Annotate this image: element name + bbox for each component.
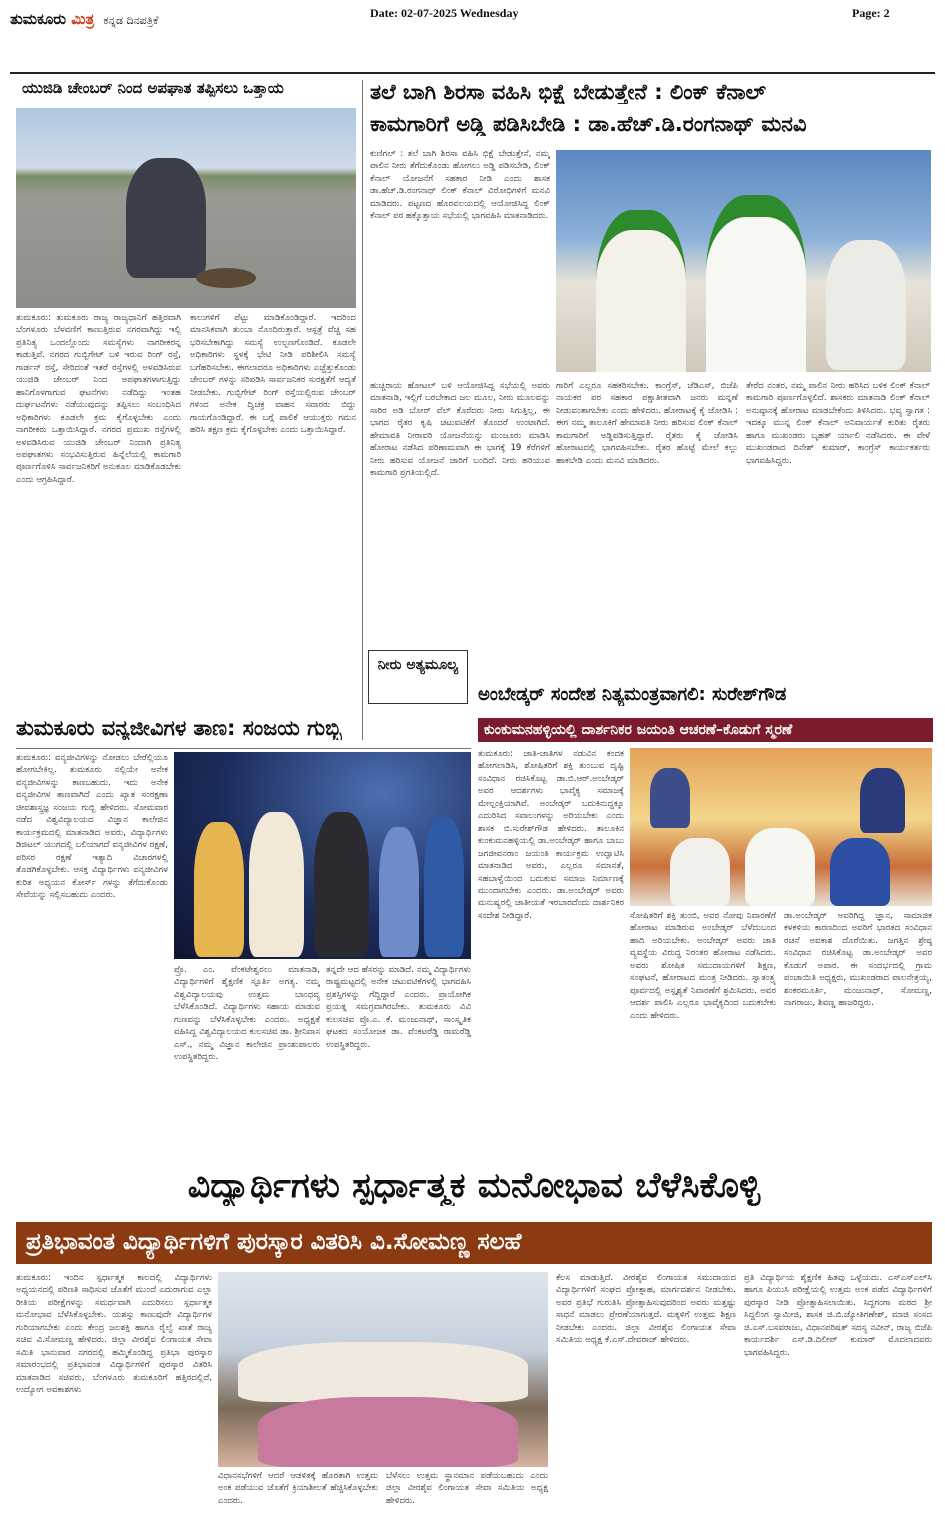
ugd-body-col1: ತುಮಕೂರು: ತುಮಕೂರು ರಾಜ್ಯ ರಾಜ್ಯಧಾನಿಗೆ ಹತ್ತಿರವಾಗಿ ಬೆಂಗಳೂರು ಬೆಳವಣಿಗೆ ಕಾಣುತ್ತಿರುವ ನಗರವಾಗಿದ್ದು ಇಲ್ಲಿ ಪ್ರತಿನಿತ್ಯ ಒಂದಲ್ಲೊಂದು ಸಮಸ್ಯೆಗಳು ನಾಗರೀಕರನ್ನ ಕಾಡುತ್ತಿವೆ. ನಗರದ ಗುಬ್ಬಿಗೇಟ್ ಬಳಿ ಇರುವ ರಿಂಗ್ ರಸ್ತೆ, ಗಾರ್ಡನ್ ರಸ್ತೆ, ಸೇರಿದಂತೆ ಇತರೆ ರಸ್ತೆಗಳಲ್ಲಿ ಅಳವಡಿಸಿರುವ ಯುಜಿಡಿ ಚೇಂಬರ್ ನಿಂದ ಅಪಘಾತಗಳಾಗುತ್ತಿದ್ದು ಹಾನಿಗೊಳಗಾಗುವ ಘಟನೆಗಳು ನಡೆದಿದ್ದು ಇಂತಹ ದುರ್ಘಟನೆಗಳು ನಡೆಯುವುದನ್ನು ತಪ್ಪಿಸಲು ಸಂಬಂಧಿಸಿದ ಅಧಿಕಾರಿಗಳು ಕೂಡಲೇ ಕ್ರಮ ಕೈಗೊಳ್ಳಬೇಕು ಎಂದು ನಾಗರೀಕರು ಒತ್ತಾಯಿಸಿದ್ದಾರೆ. ನಗರದ ಪ್ರಮುಖ ರಸ್ತೆಗಳಲ್ಲಿ ಅಳವಡಿಸಿರುವ ಯುಜಿಡಿ ಚೇಂಬರ್ ನಿಂದಾಗಿ ಪ್ರತಿನಿತ್ಯ ಅಪಘಾತಗಳು ಸಂಭವಿಸುತ್ತಿರುವ ಹಿನ್ನೆಲೆಯಲ್ಲಿ ಕಾಮಗಾರಿ ಪೂರ್ಣಗೊಳಿಸಿ ಸಾರ್ವಜನಿಕರಿಗೆ ಅನುಕೂಲ ಮಾಡಿಕೊಡಬೇಕು ಎಂದು ಆಗ್ರಹಿಸಿದ್ದಾರೆ. [16,313,181,485]
brand-logo [10,10,158,28]
guest-figure-1 [194,822,244,957]
leader-figure-3 [826,240,906,370]
column-divider [362,80,363,740]
dignitary-figure-1 [670,838,730,906]
sanjay-body-col2: ಪ್ರೊ. ಎಂ. ವೆಂಕಟೇಶ್ವರಲು ಮಾತನಾಡಿ, ವಿದ್ಯಾರ್ಥಿಗಳಿಗೆ ಶೈಕ್ಷಣಿಕ ಸ್ಫೂರ್ತಿ ಅಗತ್ಯ. ನಮ್ಮ ವಿಶ್ವವಿದ್ಯಾಲಯವು ಉತ್ತಮ ಬಾಂಧವ್ಯ ಬೆಳೆಸಿಕೊಂಡಿದೆ. ವಿದ್ಯಾರ್ಥಿಗಳು ಸಹಾಯ ಮಾಡುವ ಗುಣವನ್ನು ಬೆಳೆಸಿಕೊಳ್ಳಬೇಕು ಎಂದರು. ಅಧ್ಯಕ್ಷತೆ ವಹಿಸಿದ್ದ ವಿಶ್ವವಿದ್ಯಾಲಯದ ಕುಲಸಚಿವ ಡಾ. ಶ್ರೀನಿವಾಸ ಎಸ್., ನಮ್ಮ ವಿಜ್ಞಾನ ಕಾಲೇಜಿನ ಪ್ರಾಂಶುಪಾಲರು ಉಪಸ್ಥಿತರಿದ್ದರು. [174,965,320,1063]
somanna-photo [218,1272,548,1467]
ambedkar-body-col3: ಡಾ.ಅಂಬೇಡ್ಕರ್ ಅವರಿಗಿದ್ದ ಜ್ಞಾನ, ಸಾಮಾಜಿಕ ಕಳಕಳಿಯ ಕಾರಣದಿಂದ ಅವರಿಗೆ ಭಾರತದ ಸಂವಿಧಾನ ರಚನೆ ಅವಕಾಶ ದೊರೆಯಿತು. ಜಗತ್ತಿನ ಶ್ರೇಷ್ಠ ಸಂವಿಧಾನ ರಚಿಸಿಕೊಟ್ಟ ಡಾ.ಅಂಬೇಡ್ಕರ್ ಅವರ ಕೊಡುಗೆ ಅಪಾರ. ಈ ಸಂದರ್ಭದಲ್ಲಿ ಗ್ರಾಮ ಪಂಚಾಯಿತಿ ಅಧ್ಯಕ್ಷರು, ಮುಖಂಡರಾದ ಪಾಲನೇತ್ರಯ್ಯ, ಶಂಕರಮೂರ್ತಿ, ಮಂಜುನಾಥ್, ಸೋಮಣ್ಣ, ನಾಗರಾಜು, ಶಿವಣ್ಣ ಹಾಜರಿದ್ದರು. [784,911,932,1009]
dignitary-figure-3 [830,838,890,906]
students-figure [258,1397,518,1467]
somanna-body-col2: ಕೆಲಸ ಮಾಡುತ್ತಿದೆ. ವೀರಶೈವ ಲಿಂಗಾಯತ ಸಮುದಾಯದ ವಿದ್ಯಾರ್ಥಿಗಳಿಗೆ ಸಂಘದ ಪ್ರೋತ್ಸಾಹ, ಮಾರ್ಗದರ್ಶನ ನೀಡಬೇಕು. ಅವರ ಪ್ರತಿಭೆ ಗುರುತಿಸಿ ಪ್ರೋತ್ಸಾಹಿಸುವುದರಿಂದ ಅವರು ಮತ್ತಷ್ಟು ಸಾಧನೆ ಮಾಡಲು ಪ್ರೇರಣೆಯಾಗುತ್ತದೆ. ಮಕ್ಕಳಿಗೆ ಉತ್ತಮ ಶಿಕ್ಷಣ ನೀಡಬೇಕು ಎಂದರು. ಜಿಲ್ಲಾ ವೀರಶೈವ ಲಿಂಗಾಯತ ಸೇವಾ ಸಮಿತಿಯ ಅಧ್ಯಕ್ಷ ಕೆ.ಎಸ್.ದೇವರಾಜ್ ಹೇಳಿದರು. [556,1273,736,1346]
guest-figure-2 [249,812,304,957]
masthead-rule [10,72,935,74]
ugd-photo [16,108,356,308]
brand-sub: ಕನ್ನಡ ದಿನಪತ್ರಿಕೆ [103,14,159,27]
ugd-headline: ಯುಜಿಡಿ ಚೇಂಬರ್ ನಿಂದ ಅಪಘಾತ ತಪ್ಪಿಸಲು ಒತ್ತಾಯ [22,79,284,97]
somanna-headline: ವಿದ್ಯಾರ್ಥಿಗಳು ಸ್ಪರ್ಧಾತ್ಮಕ ಮನೋಭಾವ ಬೆಳೆಸಿಕೊಳ್ಳಿ [187,1166,761,1206]
ambedkar-headline: ಅಂಬೇಡ್ಕರ್ ಸಂದೇಶ ನಿತ್ಯಮಂತ್ರವಾಗಲಿ: ಸುರೇಶ್‌ಗೌಡ [478,685,787,705]
link-canal-col-a: ಹುಚ್ಚರಾಯ ಹೋಟಲ್ ಬಳಿ ಆಯೋಜಿಸಿದ್ದ ಸಭೆಯಲ್ಲಿ ಅವರು ಮಾತನಾಡಿ, ಇಲ್ಲಿಗೆ ಬರಬೇಕಾದ ಜಲ ಮೂಲ, ನೀರು ಮೂಲವನ್ನು ಸಾರಿರ ಅಡಿ ಬೋರ್ ವೆಲ್ ಕೊರೆದರು ನೀರು ಸಿಗುತ್ತಿಲ್ಲ, ಈ ಭಾಗದ ರೈತರ ಕೃಷಿ ಚಟುವಟಿಕೆಗೆ ತೊಂದರೆ ಉಂಟಾಗಿದೆ. ಹೇಮಾವತಿ ನೀರಾವರಿ ಯೋಜನೆಯನ್ನು ಮಂಜೂರು ಮಾಡಿಸಿ ಹೋರಾಟ ನಡೆಸಿದ ಪರಿಣಾಮವಾಗಿ ಈ ಭಾಗಕ್ಕೆ 19 ಕೆರೆಗಳಿಗೆ ನೀರು ಹರಿಸುವ ಯೋಜನೆ ಜಾರಿಗೆ ಬಂದಿದೆ. ನೀರು ಹರಿಯುವ ಕಾಮಗಾರಿ ಪ್ರಗತಿಯಲ್ಲಿದೆ. [370,381,550,479]
guest-figure-5 [424,817,464,957]
somanna-body-col4: ಬೆಳೆಸಲು ಉತ್ತಮ ಸ್ಥಾನಮಾನ ಪಡೆಯಬಹುದು ಎಂದು ಜಿಲ್ಲಾ ವೀರಶೈವ ಲಿಂಗಾಯತ ಸೇವಾ ಸಮಿತಿಯ ಅಧ್ಯಕ್ಷ ಹೇಳಿದರು. [386,1471,548,1506]
somanna-body-col5: ಪ್ರತಿ ವಿದ್ಯಾರ್ಥಿಯ ಶೈಕ್ಷಣಿಕ ಹಿತವು ಒಳ್ಳೆಯದು. ಎಸ್‌ಎಸ್‌ಎಲ್‌ಸಿ ಹಾಗೂ ಪಿಯುಸಿ ಪರೀಕ್ಷೆಯಲ್ಲಿ ಉತ್ತಮ ಅಂಕ ಪಡೆದ ವಿದ್ಯಾರ್ಥಿಗಳಿಗೆ ಪುರಸ್ಕಾರ ನೀಡಿ ಪ್ರೋತ್ಸಾಹಿಸಲಾಯಿತು. ಸಿದ್ದಗಂಗಾ ಮಠದ ಶ್ರೀ ಸಿದ್ದಲಿಂಗ ಸ್ವಾಮೀಜಿ, ಶಾಸಕ ಜಿ.ಬಿ.ಜ್ಯೋತಿಗಣೇಶ್, ಮಾಜಿ ಸಂಸದ ಜಿ.ಎಸ್.ಬಸವರಾಜು, ವಿಧಾನಪರಿಷತ್ ಸದಸ್ಯ ನವೀನ್, ರಾಜ್ಯ ಬಿಜೆಪಿ ಕಾರ್ಯದರ್ಶಿ ಎಸ್.ಡಿ.ದಿಲೀಪ್ ಕುಮಾರ್ ಮೊದಲಾದವರು ಭಾಗವಹಿಸಿದ್ದರು. [744,1273,932,1358]
dignitary-figure-2 [745,828,815,906]
sanjay-body-col3: ತನ್ನದೇ ಆದ ಹೆಸರನ್ನು ಮಾಡಿದೆ. ನಮ್ಮ ವಿದ್ಯಾರ್ಥಿಗಳು ರಾಷ್ಟ್ರಮಟ್ಟದಲ್ಲಿ ಅನೇಕ ಚಟುವಟಿಕೆಗಳಲ್ಲಿ ಭಾಗವಹಿಸಿ ಪ್ರಶಸ್ತಿಗಳನ್ನು ಗೆದ್ದಿದ್ದಾರೆ ಎಂದರು. ಪ್ರಾಯೋಗಿಕ ಪ್ರಯತ್ನ ಸಮಗ್ರವಾಗಿರಬೇಕು. ತುಮಕೂರು ವಿವಿ ಕುಲಸಚಿವ ಪ್ರೊ.ಎ. ಕೆ. ಮಂಜುನಾಥ್, ಸಾಂಸ್ಕೃತಿಕ ಘಟಕದ ಸಂಯೋಜಕ ಡಾ. ವೆಂಕಟರೆಡ್ಡಿ ರಾಮರೆಡ್ಡಿ ಉಪಸ್ಥಿತರಿದ್ದರು. [326,965,471,1050]
ambedkar-photo [630,748,932,906]
leader-figure-2 [706,195,806,372]
brand-main: ತುಮಕೂರು [10,10,67,28]
guest-figure-4 [379,827,419,957]
ambedkar-body-col2: ಸೋಷಿತರಿಗೆ ಶಕ್ತಿ ತುಂಬಿ, ಅವರ ನೋವು ನಿವಾರಣೆಗೆ ಹೋರಾಟ ಮಾಡಿರುವ ಅಂಬೇಡ್ಕರ್ ಬೆಳೆದುಬಂದ ಹಾದಿ ಅರಿಯಬೇಕು. ಅಂಬೇಡ್ಕರ್ ಅವರು ಜಾತಿ ವ್ಯವಸ್ಥೆಯ ವಿರುದ್ಧ ನಿರಂತರ ಹೋರಾಟ ನಡೆಸಿದರು. ಅವರು ಶೋಷಿತ ಸಮುದಾಯಗಳಿಗೆ ಶಿಕ್ಷಣ, ಸಂಘಟನೆ, ಹೋರಾಟದ ಮಂತ್ರ ನೀಡಿದರು. ಸ್ವಾತಂತ್ರ್ಯ ಪೂರ್ವದಲ್ಲಿ ಅಸ್ಪೃಶ್ಯತೆ ನಿವಾರಣೆಗೆ ಶ್ರಮಿಸಿದರು. ಅವರ ಆದರ್ಶ ಪಾಲಿಸಿ ಎಲ್ಲರೂ ಭಾವೈಕ್ಯದಿಂದ ಬದುಕಬೇಕು ಎಂದು ಹೇಳಿದರು. [630,911,776,1021]
kunkuma-banner: ಕುಂಕುಮನಹಳ್ಳಿಯಲ್ಲಿ ದಾರ್ಶನಿಕರ ಜಯಂತಿ ಆಚರಣೆ–ಕೊಡುಗೆ ಸ್ಮರಣೆ [478,718,933,742]
water-slogan-box: ನೀರು ಅತ್ಯಮೂಲ್ಯ [368,650,468,704]
sanjay-photo [174,752,471,959]
somanna-subheadline: ಪ್ರತಿಭಾವಂತ ವಿದ್ಯಾರ್ಥಿಗಳಿಗೆ ಪುರಸ್ಕಾರ ವಿತರಿಸಿ ವಿ.ಸೋಮಣ್ಣ ಸಲಹೆ [16,1222,932,1264]
portrait-figure-1 [650,768,690,828]
link-canal-col-c: ತೇರೆದ ನಂತರ, ನಮ್ಮ ಪಾಲಿನ ನೀರು ಹರಿಸಿದ ಬಳಿಕ ಲಿಂಕ್ ಕೆನಾಲ್ ಕಾಮಗಾರಿ ಪೂರ್ಣಗೊಳ್ಳಲಿದೆ. ಶಾಸಕರು ಮಾತನಾಡಿ ಲಿಂಕ್ ಕೆನಾಲ್ ಅನುಷ್ಠಾನಕ್ಕೆ ಹೋರಾಟ ಮಾಡಬೇಕೆಂದು ತಿಳಿಸಿದರು. ಭವ್ಯ ಸ್ವಾಗತ : ಇದಕ್ಕೂ ಮುನ್ನ ಲಿಂಕ್ ಕೆನಾಲ್ ಅನಿವಾರ್ಯತೆ ಕುರಿತು ರೈತರು ಹಾಗೂ ಮುಖಂಡರು ಬೃಹತ್ ರ್ಯಾಲಿ ನಡೆಸಿದರು. ಈ ವೇಳೆ ಮುಖಂಡರಾದ ದಿನೇಶ್ ಕುಮಾರ್, ಕಾಂಗ್ರೆಸ್ ಕಾರ್ಯಕರ್ತರು ಭಾಗವಹಿಸಿದ್ದರು. [746,381,930,466]
somanna-body-col3: ವಿಧಾನಸಭೆಗಳಿಗೆ ಆದರೆ ಆಡಳಿತಕ್ಕೆ ಹೊರತಾಗಿ ಉತ್ತಮ ಅಂಕ ಪಡೆಯುವ ಜೊತೆಗೆ ಕ್ರಿಯಾಶೀಲತೆ ಹೆಚ್ಚಿಸಿಕೊಳ್ಳಬೇಕು ಎಂದರು. [218,1471,378,1506]
leader-figure-1 [596,210,686,372]
issue-date: Date: 02-07-2025 Wednesday [370,6,519,20]
ambedkar-body-col1: ತುಮಕೂರು: ಜಾತಿ-ಜಾತಿಗಳ ನಡುವಿನ ಕಂದಕ ಹೋಗಲಾಡಿಸಿ, ಶೋಷಿತರಿಗೆ ಶಕ್ತಿ ತುಂಬುವ ದೃಷ್ಟಿ ಸಂವಿಧಾನ ರಚಿಸಿಕೊಟ್ಟ ಡಾ.ಬಿ.ಆರ್.ಅಂಬೇಡ್ಕರ್ ಅವರ ಆದರ್ಶಗಳು ಭಾವೈಕ್ಯ ಸಮಾಜಕ್ಕೆ ಮೇಲ್ಪಂಕ್ತಿಯಾಗಿವೆ. ಅಂಬೇಡ್ಕರ್ ಬದುಕಿನುದ್ದಕ್ಕೂ ಎದುರಿಸಿದ ಸವಾಲುಗಳನ್ನು ಅರಿಯಬೇಕು ಎಂದು ಶಾಸಕ ಬಿ.ಸುರೇಶ್‌ಗೌಡ ಹೇಳಿದರು. ತಾಲೂಕಿನ ಕುಂಕುಮನಹಳ್ಳಿಯಲ್ಲಿ ಡಾ.ಅಂಬೇಡ್ಕರ್ ಹಾಗೂ ಬಾಬು ಜಗಜೀವನರಾಂ ಜಯಂತಿ ಕಾರ್ಯಕ್ರಮ ಉದ್ಘಾಟಿಸಿ ಮಾತನಾಡಿದ ಅವರು, ಎಲ್ಲರೂ ಸಮಾನತೆ, ಸಹಬಾಳ್ವೆಯಿಂದ ಬದುಕುವ ಸಮಾಜ ನಿರ್ಮಾಣಕ್ಕೆ ಮುಂದಾಗಬೇಕು ಎಂದರು. ಡಾ.ಅಂಬೇಡ್ಕರ್ ಅವರು ಮನುಷ್ಯರಲ್ಲಿ ಜಾತೀಯತೆ ಇರಬಾರದೆಂದು ದಾರ್ಶನಿಕರ ಸಂದೇಶ ನೀಡಿದ್ದಾರೆ. [478,749,624,921]
portrait-figure-2 [860,768,905,833]
link-canal-col-b: ಗಾರಿಗೆ ಎಲ್ಲರೂ ಸಹಕರಿಸಬೇಕು. ಕಾಂಗ್ರೆಸ್, ಜೆಡಿಎಸ್, ಬಿಜೆಪಿ ನಾಯಕರ ಪರ ಸಹಕಾರ ಪಕ್ಷಾತೀತವಾಗಿ ಜನರು ಮನ್ನಣೆ ನೀಡುವಂತಾಗಬೇಕು ಎಂದು ಹೇಳಿದರು. ಹೋರಾಟಕ್ಕೆ ಕೈ ಜೋಡಿಸಿ : ಈಗ ನಮ್ಮ ತಾಲೂಕಿಗೆ ಹೇಮಾವತಿ ನೀರು ಹರಿಸುವ ಲಿಂಕ್ ಕೆನಾಲ್ ಕಾಮಗಾರಿಗೆ ಅಡ್ಡಿಪಡಿಸುತ್ತಿದ್ದಾರೆ. ರೈತರು ಕೈ ಜೋಡಿಸಿ ಹೋರಾಟದಲ್ಲಿ ಭಾಗವಹಿಸಬೇಕು. ರೈತರ ಹೊಟ್ಟೆ ಮೇಲೆ ಕಲ್ಲು ಹಾಕಬೇಡಿ ಎಂದು ಮನವಿ ಮಾಡಿದರು. [556,381,738,466]
section-divider [16,748,471,749]
link-canal-lead: ಕುಣಿಗಲ್ : ತಲೆ ಬಾಗಿ ಶಿರಸಾ ವಹಿಸಿ ಭಿಕ್ಷೆ ಬೇಡುತ್ತೇನೆ, ನಮ್ಮ ಪಾಲಿನ ನೀರು ತೆಗೆದುಕೊಂಡು ಹೋಗಲು ಅಡ್ಡಿ ಪಡಿಸಬೇಡಿ, ಲಿಂಕ್ ಕೆನಾಲ್ ಯೋಜನೆಗೆ ಸಹಕಾರ ನೀಡಿ ಎಂದು ಶಾಸಕ ಡಾ.ಹೆಚ್.ಡಿ.ರಂಗನಾಥ್ ಲಿಂಕ್ ಕೆನಾಲ್ ವಿರೋಧಿಗಳಿಗೆ ಮನವಿ ಮಾಡಿದರು. ಪಟ್ಟಣದ ಹೊರವಲಯದಲ್ಲಿ ಆಯೋಜಿಸಿದ್ದ ಲಿಂಕ್ ಕೆನಾಲ್ ಪರ ಹಕ್ಕೊತ್ತಾಯ ಸಭೆಯಲ್ಲಿ ಭಾಗವಹಿಸಿ ಮಾತನಾಡಿದರು. [370,149,550,222]
brand-accent: ಮಿತ್ರ [71,10,95,28]
motorcycle-rider-figure [126,158,206,278]
pothole-shape [196,268,256,288]
link-canal-photo [556,150,931,372]
felicitation-group-figure [238,1342,528,1402]
ugd-body-col2: ಕಾಲುಗಳಿಗೆ ಪೆಟ್ಟು ಮಾಡಿಕೊಂಡಿದ್ದಾರೆ. ಇದರಿಂದ ಮಾನಸಿಕವಾಗಿ ತುಂಬಾ ನೊಂದಿರುತ್ತಾರೆ. ಆಸ್ಪತ್ರೆ ವೆಚ್ಚ ಸಹ ಭರಿಸಬೇಕಾಗಿದ್ದು ಸಮಸ್ಯೆ ಉಲ್ಬಣಗೊಂಡಿದೆ. ಕೂಡಲೇ ಅಧಿಕಾರಿಗಳು ಸ್ಥಳಕ್ಕೆ ಭೇಟಿ ನೀಡಿ ಪರಿಶೀಲಿಸಿ ಸಮಸ್ಯೆ ಬಗೆಹರಿಸಬೇಕು. ಈಗಲಾದರೂ ಅಧಿಕಾರಿಗಳು ಎಚ್ಚೆತ್ತುಕೊಂಡು ಚೇಂಬರ್ ಗಳನ್ನು ಸರಿಪಡಿಸಿ ಸಾರ್ವಜನಿಕರ ಸುರಕ್ಷತೆಗೆ ಆದ್ಯತೆ ನೀಡಬೇಕು. ಗುಬ್ಬಿಗೇಟ್ ರಿಂಗ್ ರಸ್ತೆಯಲ್ಲಿರುವ ಚೇಂಬರ್ ಗಳಿಂದ ಅನೇಕ ದ್ವಿಚಕ್ರ ವಾಹನ ಸವಾರರು ಬಿದ್ದು ಗಾಯಗೊಂಡಿದ್ದಾರೆ. ಈ ಬಗ್ಗೆ ಪಾಲಿಕೆ ಆಯುಕ್ತರು ಗಮನ ಹರಿಸಿ ತಕ್ಷಣ ಕ್ರಮ ಕೈಗೊಳ್ಳಬೇಕು ಎಂದು ಒತ್ತಾಯಿಸಿದ್ದಾರೆ. [190,313,356,436]
masthead [0,0,945,74]
sanjay-headline: ತುಮಕೂರು ವನ್ಯಜೀವಿಗಳ ತಾಣ: ಸಂಜಯ ಗುಬ್ಬಿ [16,716,342,740]
link-canal-headline-2: ಕಾಮಗಾರಿಗೆ ಅಡ್ಡಿ ಪಡಿಸಿಬೇಡಿ : ಡಾ.ಹೆಚ್.ಡಿ.ರಂಗನಾಥ್ ಮನವಿ [370,112,807,136]
page-number: Page: 2 [852,6,890,20]
guest-figure-3 [314,812,369,957]
sanjay-body-col1: ತುಮಕೂರು: ವನ್ಯಜೀವಿಗಳನ್ನು ನೋಡಲು ಬೇರೆಲ್ಲಿಯೂ ಹೋಗಬೇಕಿಲ್ಲ. ತುಮಕೂರು ನಲ್ಲಿಯೇ ಅನೇಕ ವನ್ಯಜೀವಿಗಳನ್ನು ಕಾಣಬಹುದು. ಇದು ಅನೇಕ ವನ್ಯಜೀವಿಗಳ ತಾಣವಾಗಿದೆ ಎಂದು ಖ್ಯಾತ ಸಂರಕ್ಷಣಾ ಜೀವಶಾಸ್ತ್ರಜ್ಞ ಸಂಜಯ ಗುಬ್ಬಿ ಹೇಳಿದರು. ಸೋಮವಾರ ನಡೆದ ವಿಶ್ವವಿದ್ಯಾಲಯದ ವಿಜ್ಞಾನ ಕಾಲೇಜಿನ ಕಾರ್ಯಕ್ರಮದಲ್ಲಿ ಮಾತನಾಡಿದ ಅವರು, ವಿದ್ಯಾರ್ಥಿಗಳು ಡಿಜಿಟಲ್ ಯುಗದಲ್ಲಿ ಬಲಿಯಾಗದೆ ವನ್ಯಜೀವಿಗಳ ರಕ್ಷಣೆ, ಪರಿಸರ ರಕ್ಷಣೆ ಇತ್ಯಾದಿ ವಿಚಾರಗಳಲ್ಲಿ ತೊಡಗಿಕೊಳ್ಳಬೇಕು. ಆಸಕ್ತ ವಿದ್ಯಾರ್ಥಿಗಳು ವನ್ಯಜೀವಿಗಳ ಕುರಿತ ಅಧ್ಯಯನ ಕೋರ್ಸ್ ಗಳನ್ನು ತೆಗೆದುಕೊಂಡು ಸೇವೆಯನ್ನು ಸಲ್ಲಿಸಬಹುದು ಎಂದರು. [16,753,168,900]
somanna-body-col1: ತುಮಕೂರು: ಇಂದಿನ ಸ್ಪರ್ಧಾತ್ಮಕ ಕಾಲದಲ್ಲಿ ವಿದ್ಯಾರ್ಥಿಗಳು ಅಧ್ಯಯನದಲ್ಲಿ ಪರಿಣತಿ ಸಾಧಿಸುವ ಜೊತೆಗೆ ಮುಂದೆ ಎದುರಾಗುವ ಎಲ್ಲಾ ರೀತಿಯ ಪರೀಕ್ಷೆಗಳನ್ನು ಸಮರ್ಥವಾಗಿ ಎದುರಿಸಲು ಸ್ಪರ್ಧಾತ್ಮಕ ಮನೋಭಾವ ಬೆಳೆಸಿಕೊಳ್ಳಬೇಕು. ಯಶಸ್ಸು ಕಾಣುವುದೇ ವಿದ್ಯಾರ್ಥಿಗಳ ಗುರಿಯಾಗಬೇಕು ಎಂದು ಕೇಂದ್ರ ಜಲಶಕ್ತಿ ಹಾಗೂ ರೈಲ್ವೆ ಖಾತೆ ರಾಜ್ಯ ಸಚಿವ ವಿ.ಸೋಮಣ್ಣ ಹೇಳಿದರು. ಜಿಲ್ಲಾ ವೀರಶೈವ ಲಿಂಗಾಯತ ಸೇವಾ ಸಮಿತಿ ಭಾನುವಾರ ನಗರದಲ್ಲಿ ಹಮ್ಮಿಕೊಂಡಿದ್ದ ಪ್ರತಿಭಾ ಪುರಸ್ಕಾರ ಸಮಾರಂಭದಲ್ಲಿ ಪ್ರತಿಭಾವಂತ ವಿದ್ಯಾರ್ಥಿಗಳಿಗೆ ಪುರಸ್ಕಾರ ವಿತರಿಸಿ ಮಾತನಾಡಿದ ಸಚಿವರು, ಬೆಂಗಳೂರು ತುಮಕೂರಿಗೆ ಹತ್ತಿರದಲ್ಲಿದೆ, ಉದ್ಯೋಗ ಅವಕಾಶಗಳು [16,1273,212,1396]
link-canal-headline-1: ತಲೆ ಬಾಗಿ ಶಿರಸಾ ವಹಿಸಿ ಭಿಕ್ಷೆ ಬೇಡುತ್ತೇನೆ : ಲಿಂಕ್ ಕೆನಾಲ್ [370,80,766,104]
